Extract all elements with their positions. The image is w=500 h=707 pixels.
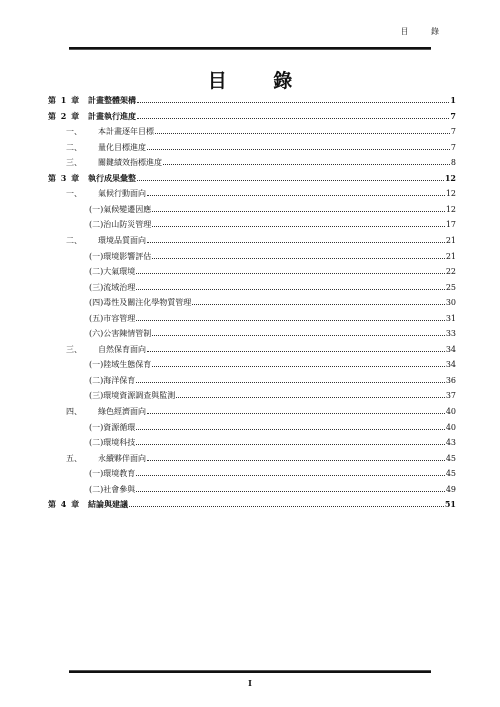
toc-entry-page: 25 bbox=[445, 282, 456, 292]
toc-entry-page: 22 bbox=[445, 267, 456, 277]
header-rule bbox=[69, 47, 431, 50]
dot-leader bbox=[147, 242, 445, 243]
dot-leader bbox=[176, 397, 445, 398]
toc-entry-page: 43 bbox=[445, 438, 456, 448]
toc-entry-page: 21 bbox=[445, 251, 456, 261]
dot-leader bbox=[136, 491, 445, 492]
toc-entry-title: (一)環境教育 bbox=[89, 469, 136, 479]
toc-entry-number: 二、 bbox=[66, 142, 82, 152]
dot-leader bbox=[137, 118, 449, 119]
toc-entry-title: (一)資源循環 bbox=[89, 422, 136, 432]
toc-entry-page: 40 bbox=[445, 407, 456, 416]
toc-entry[interactable] bbox=[66, 341, 456, 354]
dot-leader bbox=[147, 351, 445, 352]
toc-entry[interactable] bbox=[89, 248, 456, 261]
toc-entry-number: 一、 bbox=[66, 127, 82, 137]
dot-leader bbox=[147, 149, 450, 150]
dot-leader bbox=[152, 335, 445, 336]
toc-entry-title: 本計畫逐年目標 bbox=[98, 127, 154, 137]
dot-leader bbox=[136, 382, 445, 383]
toc-entry-number: 三、 bbox=[66, 158, 82, 168]
dot-leader bbox=[147, 460, 445, 461]
dot-leader bbox=[136, 429, 445, 430]
footer-page-number: I bbox=[248, 678, 252, 688]
toc-entry-title: (四)毒性及關注化學物質管理 bbox=[89, 298, 192, 308]
toc-entry-title: 環境品質面向 bbox=[98, 235, 146, 245]
toc-entry-page: 40 bbox=[445, 422, 456, 432]
dot-leader bbox=[136, 320, 445, 321]
toc-entry[interactable] bbox=[66, 185, 456, 198]
toc-entry-number: 第 3 章 bbox=[48, 172, 81, 183]
toc-entry-number: 第 1 章 bbox=[48, 95, 81, 105]
dot-leader bbox=[147, 413, 445, 414]
toc-entry[interactable] bbox=[89, 263, 456, 276]
toc-entry-title: 永續夥伴面向 bbox=[98, 453, 146, 463]
toc-entry-title: (六)公害陳情管制 bbox=[89, 329, 152, 339]
toc-entry-page: 12 bbox=[445, 204, 456, 214]
toc-entry-title: (二)環境科技 bbox=[89, 438, 136, 448]
toc-entry[interactable] bbox=[66, 123, 456, 136]
toc-entry[interactable] bbox=[89, 387, 456, 400]
toc-entry-number: 第 4 章 bbox=[48, 499, 81, 510]
toc-entry-title: 量化目標進度 bbox=[98, 142, 146, 152]
footer-rule bbox=[69, 670, 431, 673]
toc-entry-title: (二)大氣環境 bbox=[89, 267, 136, 277]
toc-entry-title: 自然保育面向 bbox=[98, 344, 146, 354]
toc-entry[interactable] bbox=[48, 496, 456, 509]
dot-leader bbox=[129, 506, 444, 507]
toc-entry-page: 51 bbox=[444, 499, 456, 510]
toc-entry[interactable] bbox=[89, 481, 456, 494]
toc-entry-page: 33 bbox=[445, 329, 456, 339]
page-title: 目 錄 bbox=[207, 70, 313, 92]
dot-leader bbox=[152, 366, 445, 367]
dot-leader bbox=[152, 258, 445, 259]
toc-entry-number: 三、 bbox=[66, 344, 82, 354]
toc-entry[interactable] bbox=[66, 232, 456, 245]
dot-leader bbox=[152, 211, 445, 212]
toc-entry-title: 執行成果彙整 bbox=[88, 172, 136, 183]
toc-entry-title: 綠色經濟面向 bbox=[98, 407, 146, 416]
toc-entry[interactable] bbox=[89, 465, 456, 478]
toc-entry-title: 關鍵績效指標進度 bbox=[98, 158, 162, 168]
toc-entry[interactable] bbox=[66, 139, 456, 152]
toc-entry-page: 34 bbox=[445, 344, 456, 354]
toc-entry-page: 30 bbox=[445, 298, 456, 308]
dot-leader bbox=[192, 304, 445, 305]
toc-entry-title: (一)氣候變遷因應 bbox=[89, 204, 152, 214]
toc-entry-page: 31 bbox=[445, 313, 456, 323]
toc-entry[interactable] bbox=[48, 170, 456, 183]
dot-leader bbox=[136, 444, 445, 445]
toc-entry-number: 四、 bbox=[66, 407, 82, 416]
toc-entry-title: (五)市容管理 bbox=[89, 313, 136, 323]
toc-entry-page: 12 bbox=[444, 172, 456, 183]
toc-entry-title: (一)陸域生態保育 bbox=[89, 360, 152, 370]
toc-entry-page: 49 bbox=[445, 484, 456, 494]
toc-entry-title: (三)環境資源調查與監測 bbox=[89, 391, 176, 401]
toc-entry[interactable] bbox=[89, 434, 456, 447]
dot-leader bbox=[136, 273, 445, 274]
toc-entry-page: 1 bbox=[450, 95, 456, 105]
toc-entry-number: 五、 bbox=[66, 453, 82, 463]
toc-entry-page: 45 bbox=[445, 469, 456, 479]
toc-entry[interactable] bbox=[66, 450, 456, 463]
dot-leader bbox=[155, 133, 450, 134]
toc-entry-number: 第 2 章 bbox=[48, 110, 81, 121]
toc-entry[interactable] bbox=[89, 294, 456, 307]
toc-entry-title: (二)海洋保育 bbox=[89, 375, 136, 385]
toc-entry-page: 7 bbox=[450, 110, 456, 121]
dot-leader bbox=[147, 195, 445, 196]
toc-entry-number: 一、 bbox=[66, 189, 82, 199]
toc-entry-page: 34 bbox=[445, 360, 456, 370]
toc-entry[interactable] bbox=[66, 403, 456, 416]
toc-entry-page: 12 bbox=[445, 189, 456, 199]
toc-entry-page: 21 bbox=[445, 235, 456, 245]
toc-entry[interactable] bbox=[48, 108, 456, 121]
toc-entry-page: 7 bbox=[450, 127, 456, 137]
toc-entry[interactable] bbox=[66, 154, 456, 167]
toc-entry-page: 8 bbox=[450, 158, 456, 168]
toc-entry[interactable] bbox=[89, 216, 456, 229]
running-header: 目 錄 bbox=[400, 27, 449, 36]
toc-entry-title: (二)治山防災管理 bbox=[89, 220, 152, 230]
toc-entry-page: 36 bbox=[445, 375, 456, 385]
toc-entry-title: 氣候行動面向 bbox=[98, 189, 146, 199]
dot-leader bbox=[163, 164, 450, 165]
toc-entry[interactable] bbox=[48, 92, 456, 105]
toc-entry[interactable] bbox=[89, 356, 456, 369]
toc-entry-title: 計畫整體架構 bbox=[88, 95, 136, 105]
dot-leader bbox=[137, 180, 444, 181]
toc-entry[interactable] bbox=[89, 279, 456, 292]
dot-leader bbox=[136, 475, 445, 476]
toc-entry-page: 37 bbox=[445, 391, 456, 401]
toc-entry-page: 7 bbox=[450, 142, 456, 152]
toc-entry[interactable] bbox=[89, 325, 456, 338]
dot-leader bbox=[152, 226, 445, 227]
toc-entry[interactable] bbox=[89, 201, 456, 214]
toc-entry-title: (三)流域治理 bbox=[89, 282, 136, 292]
toc-entry-title: (二)社會參與 bbox=[89, 484, 136, 494]
dot-leader bbox=[136, 289, 445, 290]
toc-entry[interactable] bbox=[89, 419, 456, 432]
toc-entry[interactable] bbox=[89, 372, 456, 385]
toc-entry-number: 二、 bbox=[66, 235, 82, 245]
toc-entry-page: 45 bbox=[445, 453, 456, 463]
dot-leader bbox=[137, 102, 449, 103]
toc-entry[interactable] bbox=[89, 310, 456, 323]
toc-entry-title: 計畫執行進度 bbox=[88, 110, 136, 121]
toc-entry-page: 17 bbox=[445, 220, 456, 230]
toc-entry-title: (一)環境影響評估 bbox=[89, 251, 152, 261]
toc-entry-title: 結論與建議 bbox=[88, 499, 128, 510]
